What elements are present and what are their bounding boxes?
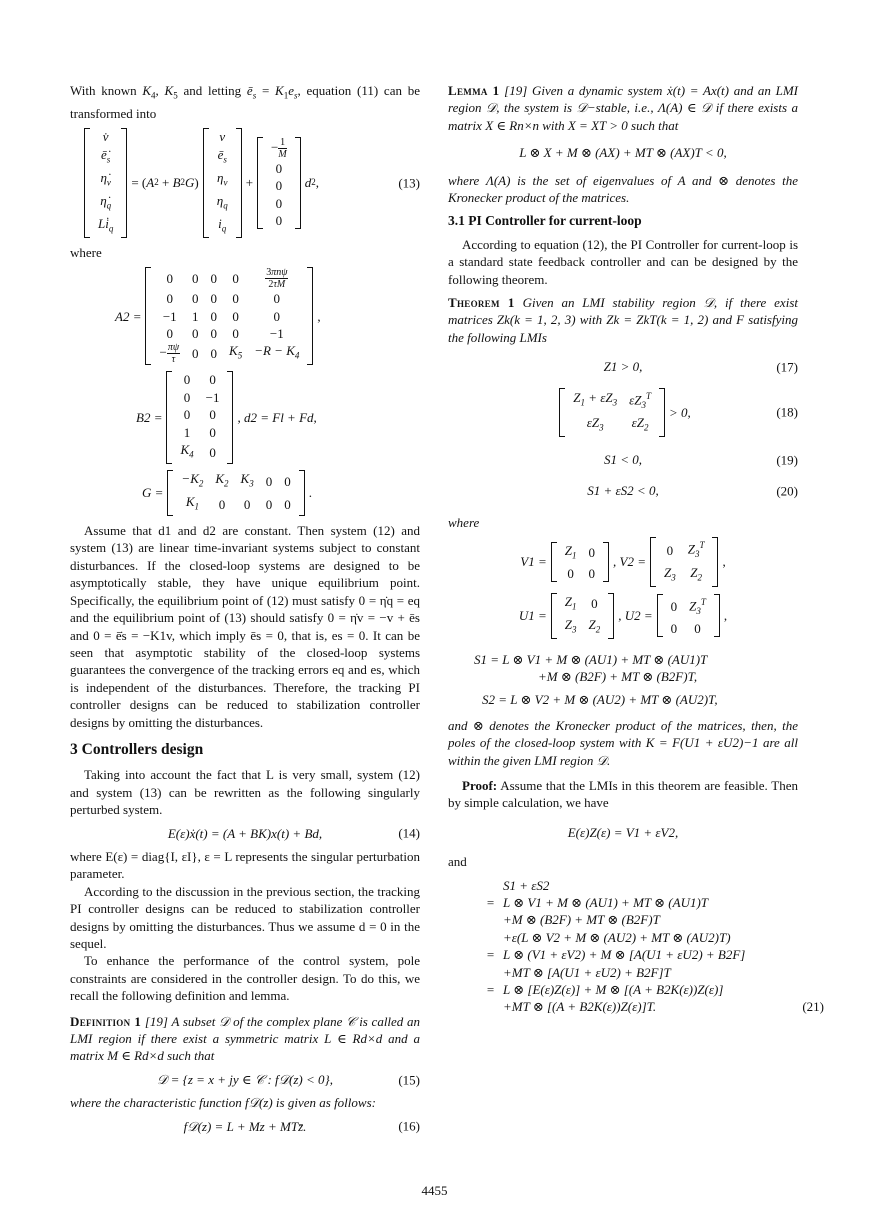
- proof-text: Assume that the LMIs in this theorem are feasible. Then by simple calculation, we have: [448, 778, 798, 811]
- equation-13: v̇ $ē̇_s$ $\etȧ_v$ $\etȧ_q$ $Li̇_q$ = ( A 2 + B 2 G ) v $ē_s$ $\eta_v$ $\eta_q$ $i_q$ + − $\frac{1}{M}$ 0 0 0 0 d 2 , (13): [80, 128, 420, 237]
- lemma-where-text: where Λ(A) is the set of eigenvalues of A and ⊗ denotes the Kronecker product of the matrices.: [448, 172, 798, 206]
- equation-number: (20): [776, 483, 798, 499]
- matrices-u: U1 = $Z_1$ 0 $Z_3$ $Z_2$ , U2 = 0 $Z_3^T$ 0 0 ,: [448, 593, 798, 639]
- definition-1: [70, 1013, 420, 1065]
- equation-ez: E(ε)Z(ε) = V1 + εV2,: [567, 824, 679, 840]
- equation-number: (13): [398, 175, 420, 191]
- matrix-a2: A2 = 0 0 0 0 $\frac{\text{3πnψ}}{2\tau M}$ 0 0 0 0 0 −1 1 0 0 0 0 0 0 0 −1 − $\frac{\pi\psi}{\tau}$ 0 0 $K_5$ $-R - K_4$ ,: [115, 267, 321, 366]
- equation-15: 𝒟 = {z = x + jy ∈ 𝒞 : f𝒟(z) < 0}, (15): [157, 1071, 420, 1087]
- b2-label: B2 =: [136, 410, 163, 426]
- definition-label: Definition 1: [70, 1013, 142, 1029]
- equation-16: f𝒟(z) = L + Mz + MTz̄. (16): [183, 1118, 420, 1134]
- where-label: where: [70, 244, 102, 260]
- matrices-v: V1 = $Z_1$ 0 0 0 , V2 = 0 $Z_3^T$ $Z_3$ $Z_2$ ,: [448, 537, 798, 586]
- chain-row: S1 + εS2: [503, 877, 550, 893]
- and-text: and: [448, 854, 467, 870]
- chain-row: +MT ⊗ [(A + B2K(ε))Z(ε)]T. (21): [503, 999, 824, 1015]
- definition-text: [19] A subset 𝒟 of the complex plane 𝒞 is called an LMI region if there exist a symmetric matrix L ∈ Rd×d and a matrix M ∈ Rd×d such that: [70, 1013, 420, 1064]
- paragraph-pi-controller: According to equation (12), the PI Controller for current-loop is a standard state feedback controller and can be designed by the following theorem.: [448, 236, 798, 287]
- paragraph-according: According to the discussion in the previous section, the tracking PI controller designs can be reduced to stabilization controller designs by omitting the disturbances. Thus we assume d = 0 in the sequel.: [70, 883, 420, 951]
- left-column: [70, 82, 420, 1141]
- chain-row: = L ⊗ V1 + M ⊗ (AU1) + MT ⊗ (AU1)T: [486, 895, 709, 911]
- paragraph-taking: Taking into account the fact that L is very small, system (12) and system (13) can be rewritten as the following singularly perturbed system.: [70, 767, 420, 818]
- page-number: 4455: [421, 1183, 448, 1198]
- s1-definition: S1 = L ⊗ V1 + M ⊗ (AU1) + MT ⊗ (AU1)T +M ⊗ (B2F) + MT ⊗ (B2F)T,: [474, 651, 708, 684]
- lemma-equation: L ⊗ X + M ⊗ (AX) + MT ⊗ (AX)T < 0,: [519, 145, 727, 161]
- equation-18: $Z_1 + \varepsilon Z_3$ $\varepsilon Z_3^T$ $\varepsilon Z_3$ $\varepsilon Z_2$ > 0, (18): [448, 388, 798, 437]
- equation-number: (19): [776, 452, 798, 468]
- equation-number: (21): [802, 999, 824, 1015]
- theorem-text: Given an LMI stability region 𝒟, if there exist matrices Zk(k = 1, 2, 3) with Zk = ZkT(k = 1, 2) and F satisfying the following LMIs: [448, 295, 798, 345]
- g-label: G =: [142, 485, 164, 501]
- equation-number: (18): [776, 404, 798, 420]
- chain-row: = L ⊗ [E(ε)Z(ε)] + M ⊗ [(A + B2K(ε))Z(ε)]: [486, 982, 724, 998]
- matrix-g: G = $-K_2$ $K_2$ $K_3$ 0 0 $K_1$ 0 0 0 0 .: [142, 470, 420, 516]
- equation-19: S1 < 0, (19): [603, 452, 798, 468]
- theorem-label: Theorem 1: [448, 295, 515, 311]
- chain-row: +MT ⊗ [A(U1 + εU2) + B2F]T: [503, 964, 671, 980]
- lemma-label: Lemma 1: [448, 83, 500, 98]
- theorem-conclusion: and ⊗ denotes the Kronecker product of the matrices, then, the poles of the closed-loop system with K = F(U1 + εU2)−1 are all within the given LMI region 𝒟.: [448, 717, 798, 768]
- right-column: [448, 82, 824, 1016]
- equation-number: (16): [398, 1118, 420, 1134]
- equation-number: (14): [398, 825, 420, 841]
- section-heading-3: 3 Controllers design: [70, 740, 204, 758]
- d2-definition: , d2 = Fl + Fd,: [237, 410, 317, 426]
- equation-14: E(ε)ẋ(t) = (A + BK)x(t) + Bd, (14): [167, 825, 420, 841]
- paragraph-enhance: To enhance the performance of the control system, pole constraints are considered in the controller design. To do this, we recall the following definition and lemma.: [70, 953, 420, 1004]
- intro-paragraph: With known $K_4$, $K_5$ and letting $ē_s = K_1e_s$, equation (11) can be transformed into: [70, 83, 420, 121]
- s2-definition: S2 = L ⊗ V2 + M ⊗ (AU2) + MT ⊗ (AU2)T,: [482, 692, 718, 708]
- where-label: where: [448, 514, 480, 530]
- chain-row: +ε(L ⊗ V2 + M ⊗ (AU2) + MT ⊗ (AU2)T): [503, 929, 731, 945]
- equation-21-chain: [478, 877, 824, 1016]
- theorem-1: [448, 294, 798, 346]
- lemma-1: [448, 82, 798, 134]
- lemma-text: [19] Given a dynamic system ẋ(t) = Ax(t) and an LMI region 𝒟, the system is 𝒟−stable, i.e., Λ(A) ∈ 𝒟 if there exists a matrix X ∈ Rn×n with X = XT > 0 such that: [448, 83, 798, 133]
- equation-number: (15): [398, 1071, 420, 1087]
- paragraph-assume: Assume that d1 and d2 are constant. Then system (12) and system (13) are linear time-invariant systems subject to constant disturbances. If the closed-loop systems are designed to be asymptotically stable, they have unique equilibrium point. Specifically, the equilibrium point of (12) must satisfy 0 = η̇q = eq and the equilibrium point of (13) should satisfy 0 = η̇v = −v + ēs and 0 = ē̇s = −K1v, which imply ēs = 0, that is, es = 0. It can be seen that asymptotic stability of the closed-loop systems guarantees the convergence of the tracking errors eq and es, which is independent of the disturbances. Therefore, the tracking PI controller designs can be reduced to stabilization controller designs by omitting the disturbances.: [70, 523, 420, 730]
- equation-20: S1 + εS2 < 0, (20): [587, 483, 798, 499]
- proof-paragraph: [448, 777, 798, 812]
- matrix-b2: B2 = 0 0 0 −1 0 0 1 0 $K_4$ 0 , d2 = Fl + Fd,: [136, 371, 420, 464]
- equation-number: (17): [776, 359, 798, 375]
- section-heading-3-1: 3.1 PI Controller for current-loop: [448, 213, 642, 229]
- chain-row: +M ⊗ (B2F) + MT ⊗ (B2F)T: [503, 912, 660, 928]
- paragraph-where-e: where E(ε) = diag{I, εI}, ε = L represents the singular perturbation parameter.: [70, 848, 420, 882]
- characteristic-function-text: where the characteristic function f𝒟(z) is given as follows:: [70, 1095, 376, 1111]
- equation-17: Z1 > 0, (17): [603, 359, 798, 375]
- chain-row: = L ⊗ (V1 + εV2) + M ⊗ [A(U1 + εU2) + B2F]: [486, 947, 746, 963]
- proof-label: Proof:: [462, 778, 498, 793]
- a2-label: A2 =: [115, 308, 142, 324]
